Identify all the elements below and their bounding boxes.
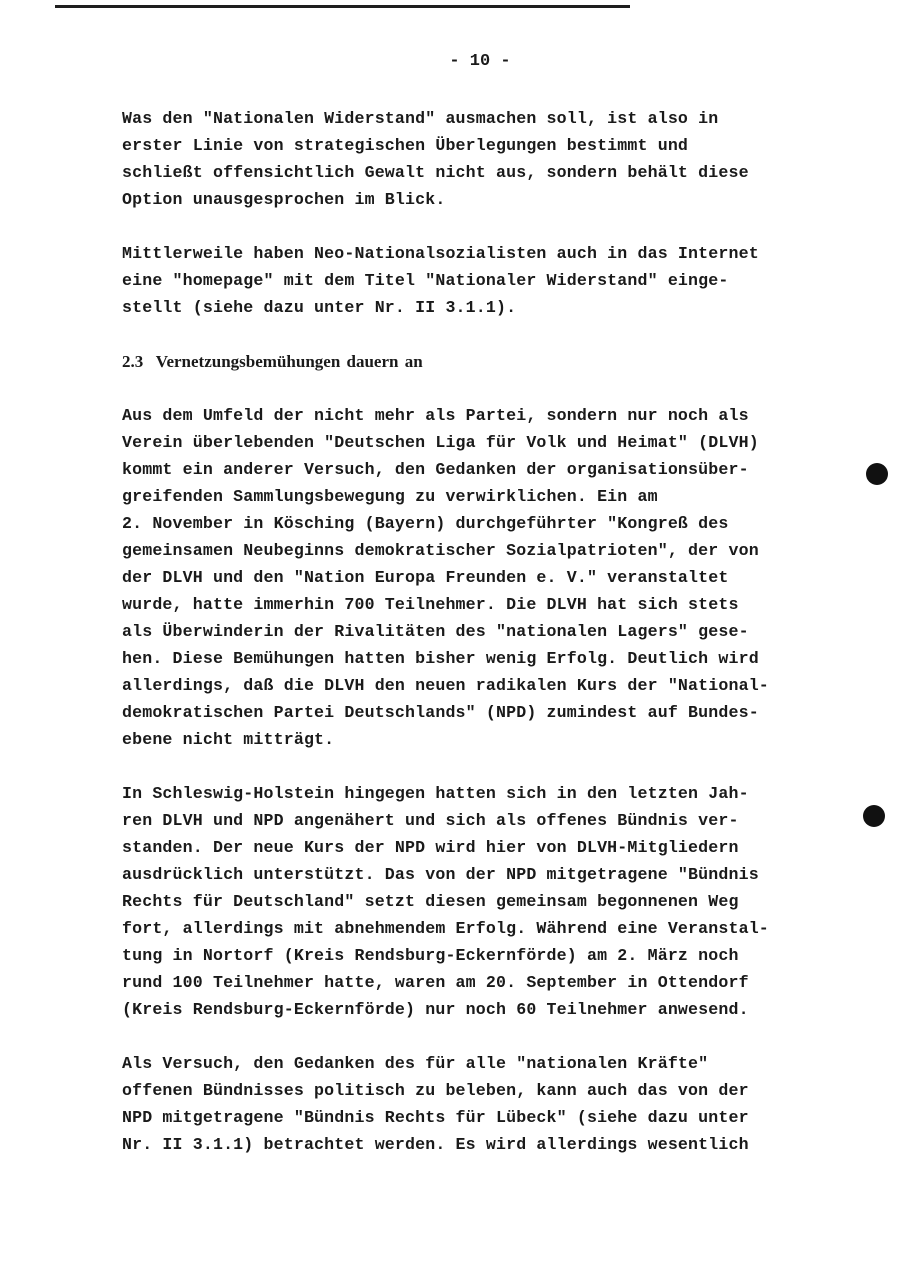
text-line: demokratischen Partei Deutschlands" (NPD) zumindest auf Bundes- xyxy=(122,703,759,722)
section-title: Vernetzungsbemühungen dauern an xyxy=(155,352,423,371)
text-line: ren DLVH und NPD angenähert und sich als offenes Bündnis ver- xyxy=(122,811,739,830)
text-line: als Überwinderin der Rivalitäten des "nationalen Lagers" gese- xyxy=(122,622,749,641)
paragraph-2 xyxy=(122,240,842,321)
text-line: ebene nicht mitträgt. xyxy=(122,730,335,749)
text-line: Rechts für Deutschland" setzt diesen gemeinsam begonnenen Weg xyxy=(122,892,739,911)
text-line: gemeinsamen Neubeginns demokratischer Sozialpatrioten", der von xyxy=(122,541,759,560)
text-line: Als Versuch, den Gedanken des für alle "nationalen Kräfte" xyxy=(122,1054,709,1073)
paragraph-4 xyxy=(122,780,842,1023)
paragraph-1 xyxy=(122,105,842,213)
text-line: Aus dem Umfeld der nicht mehr als Partei, sondern nur noch als xyxy=(122,406,749,425)
margin-dot-icon xyxy=(866,463,888,485)
text-line: Mittlerweile haben Neo-Nationalsozialisten auch in das Internet xyxy=(122,244,759,263)
top-rule xyxy=(55,5,630,8)
text-line: Option unausgesprochen im Blick. xyxy=(122,190,446,209)
text-line: (Kreis Rendsburg-Eckernförde) nur noch 60 Teilnehmer anwesend. xyxy=(122,1000,749,1019)
page-number: - 10 - xyxy=(449,52,511,71)
text-line: fort, allerdings mit abnehmendem Erfolg. Während eine Veranstal- xyxy=(122,919,769,938)
text-line: wurde, hatte immerhin 700 Teilnehmer. Die DLVH hat sich stets xyxy=(122,595,739,614)
text-line: Verein überlebenden "Deutschen Liga für Volk und Heimat" (DLVH) xyxy=(122,433,759,452)
text-line: Nr. II 3.1.1) betrachtet werden. Es wird allerdings wesentlich xyxy=(122,1135,749,1154)
margin-dot-icon xyxy=(863,805,885,827)
text-line: NPD mitgetragene "Bündnis Rechts für Lübeck" (siehe dazu unter xyxy=(122,1108,749,1127)
text-line: 2. November in Kösching (Bayern) durchgeführter "Kongreß des xyxy=(122,514,729,533)
section-heading xyxy=(122,348,842,375)
text-line: offenen Bündnisses politisch zu beleben, kann auch das von der xyxy=(122,1081,749,1100)
paragraph-3 xyxy=(122,402,842,753)
section-number: 2.3 xyxy=(122,352,144,371)
text-line: Was den "Nationalen Widerstand" ausmachen soll, ist also in xyxy=(122,109,719,128)
text-line: In Schleswig-Holstein hingegen hatten sich in den letzten Jah- xyxy=(122,784,749,803)
text-line: kommt ein anderer Versuch, den Gedanken der organisationsüber- xyxy=(122,460,749,479)
paragraph-5 xyxy=(122,1050,842,1158)
text-line: hen. Diese Bemühungen hatten bisher wenig Erfolg. Deutlich wird xyxy=(122,649,759,668)
text-line: schließt offensichtlich Gewalt nicht aus, sondern behält diese xyxy=(122,163,749,182)
text-line: tung in Nortorf (Kreis Rendsburg-Eckernförde) am 2. März noch xyxy=(122,946,739,965)
text-line: erster Linie von strategischen Überlegungen bestimmt und xyxy=(122,136,689,155)
text-line: eine "homepage" mit dem Titel "Nationaler Widerstand" einge- xyxy=(122,271,729,290)
text-line: stellt (siehe dazu unter Nr. II 3.1.1). xyxy=(122,298,517,317)
text-line: der DLVH und den "Nation Europa Freunden e. V." veranstaltet xyxy=(122,568,729,587)
text-line: ausdrücklich unterstützt. Das von der NPD mitgetragene "Bündnis xyxy=(122,865,759,884)
text-line: greifenden Sammlungsbewegung zu verwirklichen. Ein am xyxy=(122,487,658,506)
text-line: standen. Der neue Kurs der NPD wird hier von DLVH-Mitgliedern xyxy=(122,838,739,857)
text-line: allerdings, daß die DLVH den neuen radikalen Kurs der "National- xyxy=(122,676,769,695)
document-body xyxy=(122,105,842,1158)
text-line: rund 100 Teilnehmer hatte, waren am 20. September in Ottendorf xyxy=(122,973,749,992)
